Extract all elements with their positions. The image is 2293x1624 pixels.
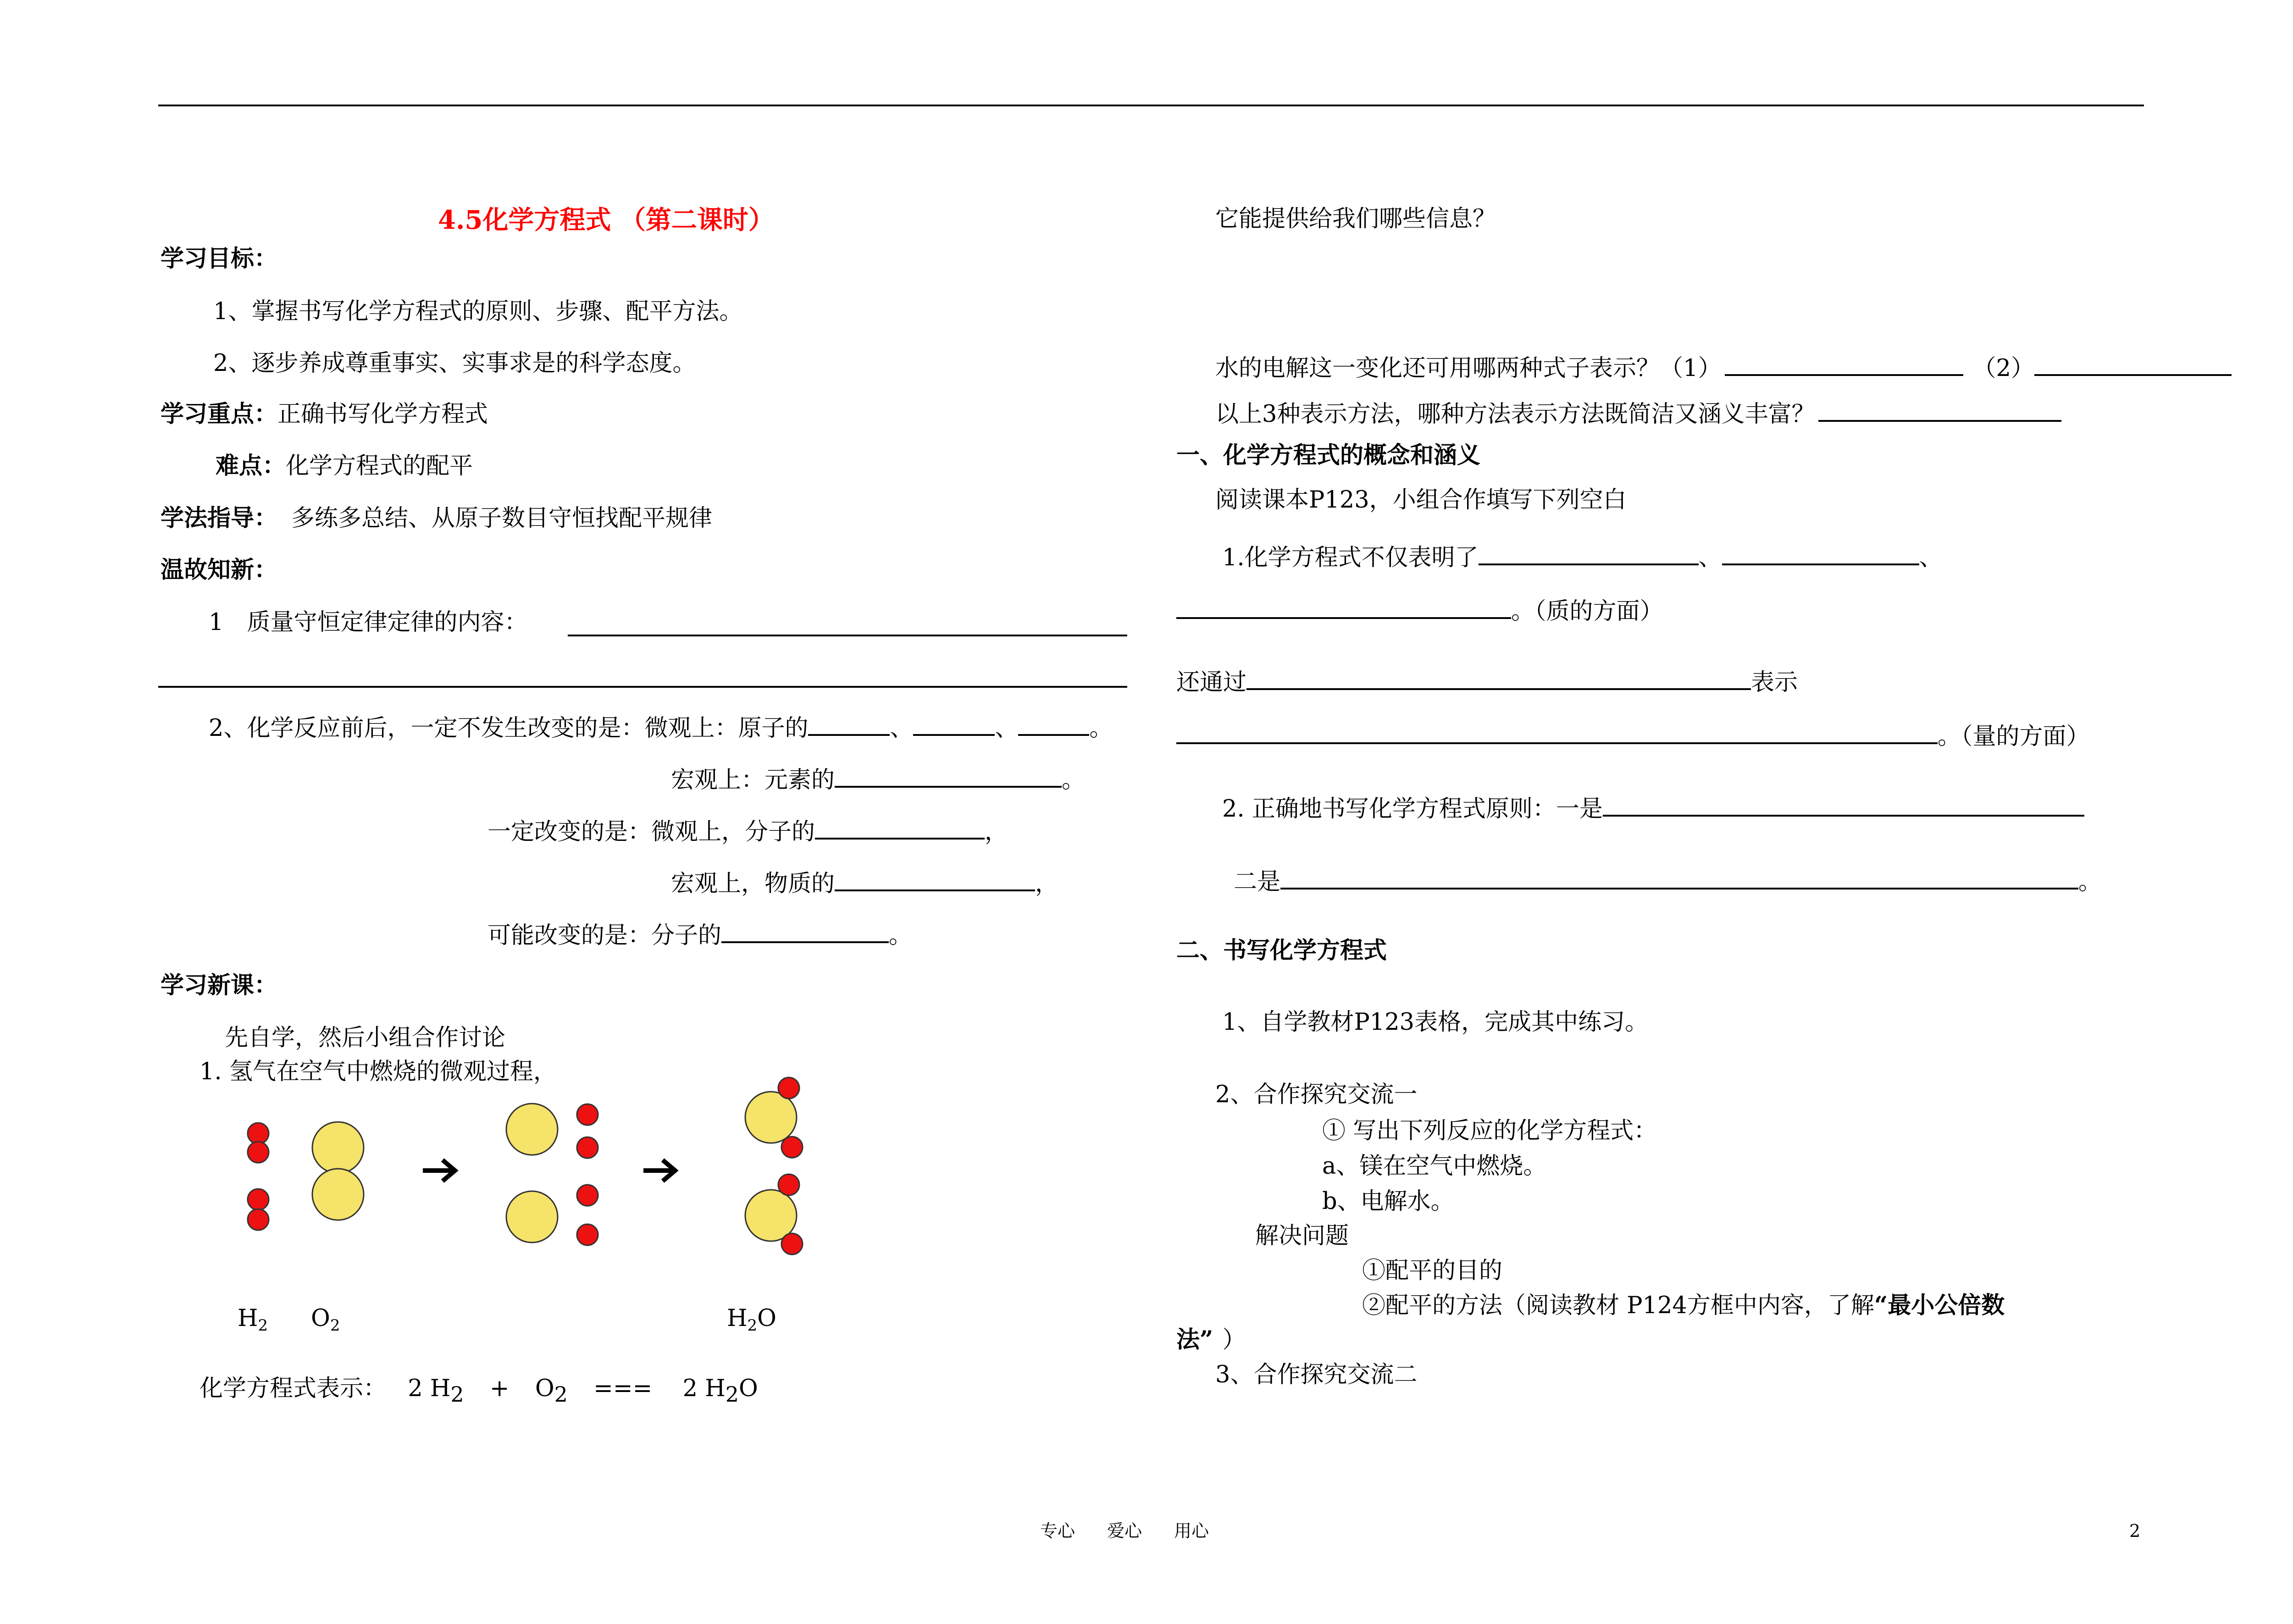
section-1-item-2b: 二是 。	[1234, 868, 2102, 895]
review-2-micro: 2、化学反应前后，一定不发生改变的是：微观上：原子的 、 、 。	[209, 715, 1113, 742]
review-2b-text: 宏观上：元素的	[671, 767, 835, 794]
review-2c-text: 一定改变的是：微观上，分子的	[487, 818, 815, 845]
molecule-blank[interactable]	[815, 818, 985, 840]
section-2-item-3: 3、合作探究交流二	[1215, 1361, 1418, 1388]
section-1-quantity: 。（量的方面）	[1176, 722, 2090, 748]
quality-blank-3[interactable]	[1176, 597, 1511, 619]
water-question: 水的电解这一变化还可用哪两种式子表示？（1） （2）	[1215, 354, 2232, 380]
review-2-change-macro: 宏观上，物质的 ，	[671, 870, 1059, 897]
separated-hydrogen-atoms	[577, 1104, 598, 1245]
section-2-q2-cont: 法” ）	[1176, 1326, 1246, 1353]
water-blank-1[interactable]	[1725, 354, 1963, 376]
footer-motto: 专心 爱心 用心	[1040, 1521, 1209, 1541]
item-1-text: 1. 氢气在空气中燃烧的微观过程，	[199, 1058, 557, 1085]
section-2-sub-b: b、电解水。	[1322, 1188, 1454, 1215]
principle-blank-2[interactable]	[1280, 867, 2078, 889]
self-study-text: 先自学，然后小组合作讨论	[225, 1024, 506, 1051]
section-1-read: 阅读课本P123，小组合作填写下列空白	[1215, 486, 1627, 514]
hydrogen-molecule-2	[248, 1189, 269, 1230]
review-2-change-micro: 一定改变的是：微观上，分子的 ，	[487, 818, 1008, 845]
key-text: 正确书写化学方程式	[277, 401, 488, 428]
page-number: 2	[2129, 1521, 2141, 1541]
section-1-item-2: 2. 正确地书写化学方程式原则：一是	[1222, 795, 2084, 821]
review-1-blank[interactable]	[568, 614, 1127, 636]
water-question-text: 水的电解这一变化还可用哪两种式子表示？（1）	[1215, 355, 1722, 382]
review-2d-text: 宏观上，物质的	[671, 870, 835, 897]
goals-heading: 学习目标：	[161, 245, 278, 272]
info-question: 它能提供给我们哪些信息？	[1215, 205, 1496, 232]
element-blank[interactable]	[835, 766, 1062, 788]
goal-1: 1、掌握书写化学方程式的原则、步骤、配平方法。	[213, 298, 743, 325]
difficulty-label: 难点：	[216, 452, 286, 480]
goal-2: 2、逐步养成尊重事实、实事求是的科学态度。	[213, 350, 696, 377]
three-methods-blank[interactable]	[1818, 400, 2061, 422]
method-text: 多练多总结、从原子数目守恒找配平规律	[291, 505, 713, 532]
equation-label: 化学方程式表示：	[199, 1375, 387, 1402]
quantity-blank-1[interactable]	[1246, 668, 1751, 690]
water-molecule-2	[745, 1174, 803, 1254]
review-1: 1 质量守恒定律定律的内容：	[209, 609, 528, 636]
review-2e-text: 可能改变的是：分子的	[487, 922, 722, 949]
principle-blank-1[interactable]	[1603, 795, 2084, 817]
review-2-macro: 宏观上：元素的 。	[671, 767, 1086, 794]
key-label: 学习重点：	[161, 400, 278, 428]
arrow-1	[423, 1160, 455, 1181]
quality-blank-1[interactable]	[1479, 543, 1699, 565]
new-lesson-heading: 学习新课：	[161, 972, 278, 999]
substance-blank[interactable]	[835, 869, 1035, 891]
section-2-solve: 解决问题	[1255, 1222, 1349, 1249]
atom-blank-3[interactable]	[1018, 714, 1089, 736]
section-2-item-2: 2、合作探究交流一	[1215, 1081, 1418, 1108]
review-1-blank-line2[interactable]	[158, 686, 1127, 688]
review-2-text: 2、化学反应前后，一定不发生改变的是：微观上：原子的	[209, 715, 809, 742]
label-hydrogen: $H_2$	[238, 1305, 268, 1335]
three-methods-text: 以上3种表示方法，哪种方法表示方法既简洁又涵义丰富？	[1215, 401, 1815, 428]
arrow-2	[643, 1160, 675, 1181]
atom-blank-2[interactable]	[913, 714, 995, 736]
section-2-sub-1: ① 写出下列反应的化学方程式：	[1322, 1117, 1657, 1144]
section-2-item-1: 1、自学教材P123表格，完成其中练习。	[1222, 1009, 1649, 1036]
oxygen-molecule	[312, 1122, 364, 1220]
page-title: 4.5化学方程式 （第二课时）	[438, 205, 774, 235]
section-2-q1: ①配平的目的	[1362, 1257, 1503, 1284]
section-2-heading: 二、书写化学方程式	[1176, 937, 1387, 964]
section-1-item-1: 1.化学方程式不仅表明了 、 、	[1222, 544, 1943, 571]
atom-blank-1[interactable]	[808, 714, 890, 736]
chemical-equation: 化学方程式表示： 2 H2 + O2 === 2 H2O	[199, 1375, 758, 1407]
quantity-blank-2[interactable]	[1176, 722, 1938, 744]
review-2-maybe: 可能改变的是：分子的 。	[487, 922, 913, 949]
molecule-count-blank[interactable]	[721, 921, 889, 943]
label-oxygen: $O_2$	[311, 1305, 340, 1335]
difficulty-text: 化学方程式的配平	[286, 453, 473, 480]
section-1-item-1-line2: 。（质的方面）	[1176, 597, 1663, 623]
water-blank-2[interactable]	[2034, 354, 2232, 376]
label-water: $H_2O$	[727, 1305, 776, 1335]
separated-oxygen-atoms	[506, 1104, 558, 1243]
key-point	[161, 400, 488, 428]
hydrogen-molecule-1	[248, 1123, 269, 1163]
quality-blank-2[interactable]	[1722, 543, 1919, 565]
header-rule	[158, 105, 2144, 106]
water-molecule-1	[745, 1077, 803, 1158]
section-2-q2: ②配平的方法（阅读教材 P124方框中内容，了解“最小公倍数	[1362, 1292, 2005, 1319]
three-methods-question	[1215, 400, 2061, 426]
method-guide	[161, 504, 713, 532]
method-label: 学法指导：	[161, 504, 278, 532]
section-1-also: 还通过 表示	[1176, 669, 1798, 696]
difficulty	[216, 454, 473, 478]
review-heading: 温故知新：	[161, 556, 278, 584]
section-2-sub-a: a、镁在空气中燃烧。	[1322, 1153, 1547, 1180]
section-1-heading: 一、化学方程式的概念和涵义	[1176, 442, 1481, 469]
